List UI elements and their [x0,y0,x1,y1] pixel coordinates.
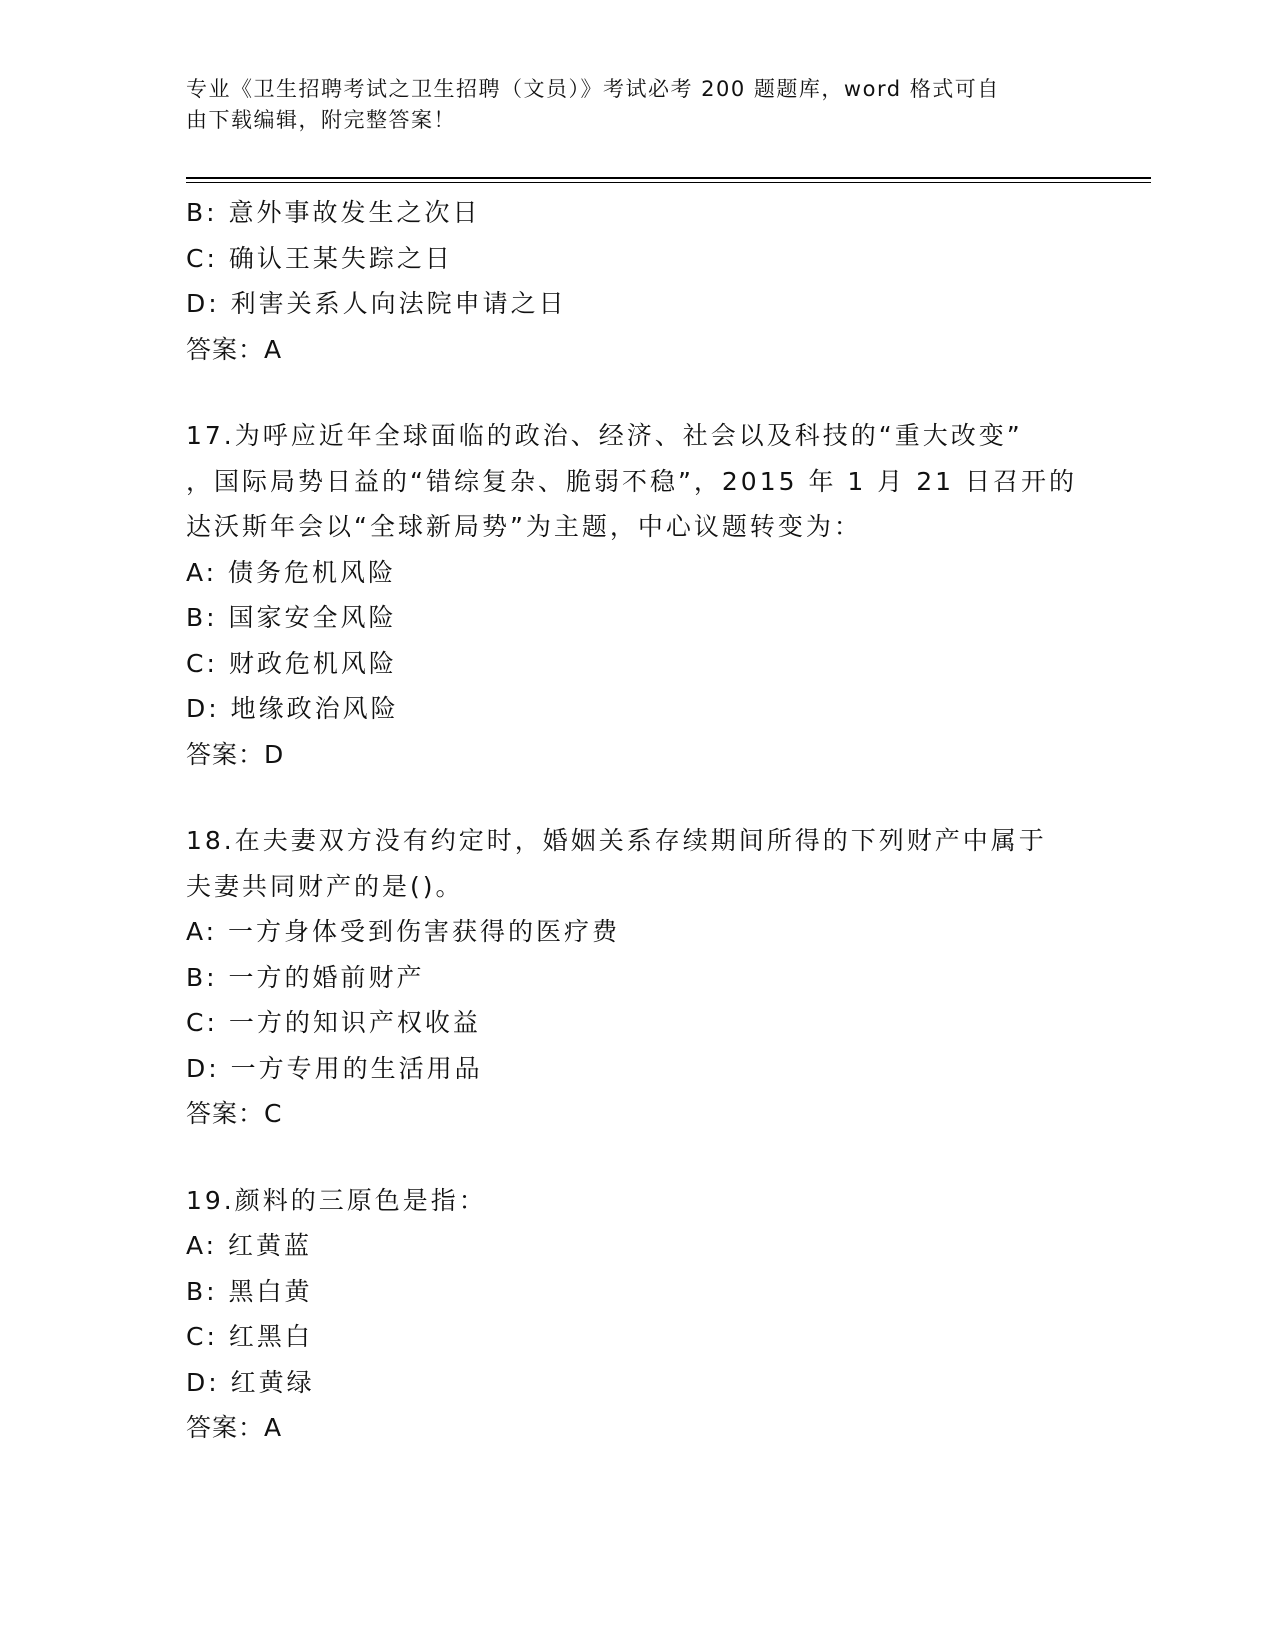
option-c: C: 一方的知识产权收益 [186,1008,481,1037]
header-rule-thin [186,182,1151,183]
question-17 [186,413,1086,777]
question-19 [186,1178,1086,1451]
option-c: C: 财政危机风险 [186,648,397,678]
question-stem-line: 17.为呼应近年全球面临的政治、经济、社会以及科技的“重大改变” [186,421,1023,450]
question-stem-line: 夫妻共同财产的是()。 [186,871,464,901]
option-b: B: 意外事故发生之次日 [186,198,481,227]
question-18 [186,818,1086,1137]
option-d: D: 一方专用的生活用品 [186,1053,483,1083]
option-c: C: 红黑白 [186,1322,313,1351]
answer: 答案：A [186,334,283,364]
document-header [186,74,1066,136]
option-b: B: 黑白黄 [186,1276,313,1306]
question-stem-line: 19.颜料的三原色是指： [186,1185,487,1215]
option-d: D: 利害关系人向法院申请之日 [186,289,567,318]
option-d: D: 红黄绿 [186,1367,315,1397]
option-a: A: 红黄蓝 [186,1231,313,1260]
answer: 答案：C [186,1099,283,1128]
option-a: A: 一方身体受到伤害获得的医疗费 [186,917,621,946]
question-stem-line: ，国际局势日益的“错综复杂、脆弱不稳”，2015 年 1 月 21 日召开的 [186,466,1077,496]
option-b: B: 国家安全风险 [186,603,397,632]
answer: 答案：A [186,1413,283,1442]
question-stem-line: 18.在夫妻双方没有约定时，婚姻关系存续期间所得的下列财产中属于 [186,826,1047,855]
option-c: C: 确认王某失踪之日 [186,243,453,273]
option-a: A: 债务危机风险 [186,557,397,587]
option-d: D: 地缘政治风险 [186,694,399,723]
header-line-2: 由下载编辑，附完整答案！ [186,108,456,132]
answer: 答案：D [186,739,285,769]
option-b: B: 一方的婚前财产 [186,962,425,992]
question-16-continued [186,190,1086,372]
header-rule-thick [186,177,1151,179]
question-stem-line: 达沃斯年会以“全球新局势”为主题，中心议题转变为： [186,512,862,541]
header-line-1: 专业《卫生招聘考试之卫生招聘（文员）》考试必考 200 题题库，word 格式可自 [186,77,1000,101]
question-list [186,190,1086,1451]
